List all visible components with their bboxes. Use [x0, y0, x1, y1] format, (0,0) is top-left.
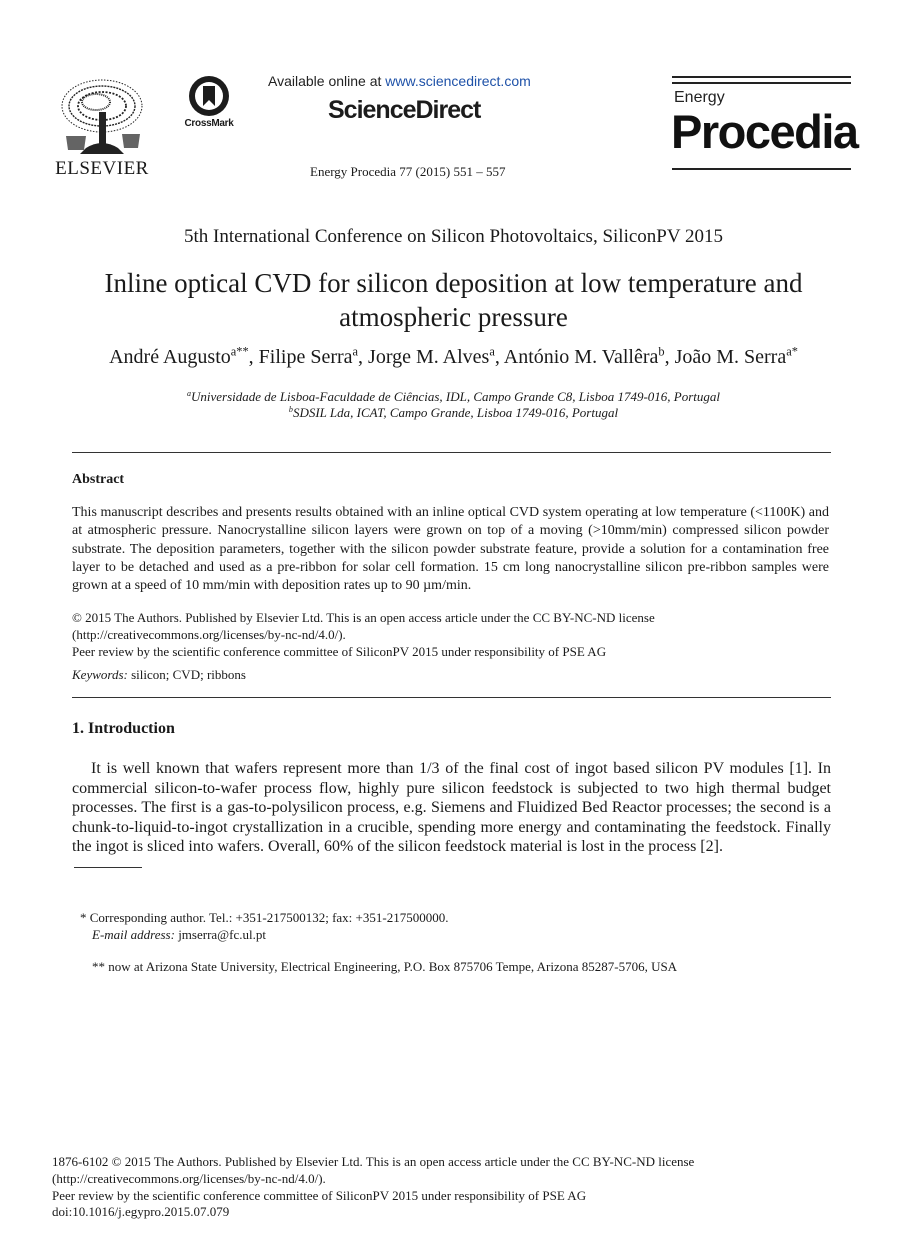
keywords-label: Keywords: [72, 667, 128, 682]
abstract-bottom-rule [72, 697, 831, 698]
peer-review-line: Peer review by the scientific conference committee of SiliconPV 2015 under responsibility of PSE AG [72, 644, 607, 659]
author-affiliation-mark: a* [786, 344, 798, 359]
doi[interactable]: doi:10.1016/j.egypro.2015.07.079 [52, 1204, 230, 1219]
email-address[interactable]: jmserra@fc.ul.pt [174, 927, 266, 942]
elsevier-logo [52, 76, 152, 180]
sciencedirect-title: ScienceDirect [328, 96, 481, 124]
license-link[interactable]: (http://creativecommons.org/licenses/by-nc-nd/4.0/). [72, 627, 346, 642]
crossmark-label: CrossMark [184, 118, 234, 129]
bottom-peer-review: Peer review by the scientific conference committee of SiliconPV 2015 under responsibility of PSE AG [52, 1188, 587, 1203]
affiliation-a: $^a$Universidade de Lisboa-Faculdade de Ciências, IDL, Campo Grande C8, Lisboa 1749-016, Portugal [186, 389, 721, 404]
crossmark-icon [187, 74, 231, 118]
author: António M. Vallêra [503, 346, 659, 368]
intro-paragraph: It is well known that wafers represent more than 1/3 of the final cost of ingot based silicon PV modules [1]. In commercial silicon-to-wafer process flow, highly pure silicon feedstock is subjected to two high thermal budget processes. The first is a gas-to-polysilicon process, e.g. Siemens and Fluidized Bed Reactor processes; the second is a chunk-to-liquid-to-ingot crystallization in a crucible, spending more energy and contaminating the feedstock. Finally the ingot is sliced into wafers. Overall, 60% of the silicon feedstock material is lost in the process [2]. [72, 760, 831, 856]
author-affiliation-mark: b [658, 344, 665, 359]
abstract-text: This manuscript describes and presents results obtained with an inline optical CVD system operating at low temperature (<1100K) and at atmospheric pressure. Nanocrystalline silicon layers were grown on top of a moving (>10mm/min) compressed silicon powder substrate. The deposition parameters, together with the silicon powder substrate feature, provide a solution for a contamination free layer to be detached and used as a pre-ribbon for solar cell formation. 15 cm long nanocrystalline silicon pre-ribbon samples were grown at a speed of 10 mm/min with deposition rates up to 90 µm/min. [72, 505, 829, 594]
present-address-note: ** now at Arizona State University, Electrical Engineering, P.O. Box 875706 Tempe, Arizona 85287-5706, USA [92, 959, 678, 974]
author-list: André Augusto$^{a**}$, Filipe Serra$^a$, Jorge M. Alves$^a$, António M. Vallêra$^b$, João M. Serra$^{a*}$ [109, 344, 798, 368]
elsevier-wordmark: ELSEVIER [55, 158, 149, 179]
paper-title-line-1: Inline optical CVD for silicon deposition at low temperature and [104, 268, 803, 298]
journal-reference: Energy Procedia 77 (2015) 551 – 557 [310, 164, 506, 179]
section-heading: 1. Introduction [72, 720, 175, 737]
sciencedirect-link[interactable]: www.sciencedirect.com [385, 73, 531, 89]
bottom-license-link[interactable]: (http://creativecommons.org/licenses/by-nc-nd/4.0/). [52, 1171, 326, 1186]
affiliation-b: $^b$SDSIL Lda, ICAT, Campo Grande, Lisboa 1749-016, Portugal [288, 405, 619, 420]
footnote-rule [74, 867, 142, 868]
email-note: E-mail address: jmserra@fc.ul.pt [92, 927, 266, 942]
author: André Augusto [109, 346, 231, 368]
paper-title [0, 266, 907, 334]
energy-label: Energy [674, 89, 725, 106]
author: Filipe Serra [258, 346, 353, 368]
author: Jorge M. Alves [368, 346, 490, 368]
corresponding-author-note: * Corresponding author. Tel.: +351-217500132; fax: +351-217500000. [80, 910, 449, 925]
procedia-bottom-rule [672, 168, 851, 170]
author-affiliation-mark: a [352, 344, 359, 359]
license-line: © 2015 The Authors. Published by Elsevier Ltd. This is an open access article under the CC BY-NC-ND license [72, 610, 655, 625]
crossmark-badge[interactable] [178, 74, 240, 134]
keywords-values: silicon; CVD; ribbons [127, 667, 246, 682]
keywords [72, 667, 246, 683]
available-online: Available online at www.sciencedirect.com [268, 73, 531, 89]
elsevier-tree-icon [56, 76, 148, 156]
paper-title-line-2: atmospheric pressure [339, 302, 568, 332]
author: João M. Serra [674, 346, 787, 368]
abstract-top-rule [72, 452, 831, 453]
abstract-heading: Abstract [72, 472, 125, 487]
procedia-top-rules [672, 76, 851, 86]
author-affiliation-mark: a** [230, 344, 249, 359]
issn-license-line: 1876-6102 © 2015 The Authors. Published by Elsevier Ltd. This is an open access article under the CC BY-NC-ND license [52, 1154, 695, 1169]
author-affiliation-mark: a [489, 344, 495, 359]
conference-name: 5th International Conference on Silicon Photovoltaics, SiliconPV 2015 [184, 226, 723, 247]
procedia-logo: Procedia [671, 105, 858, 158]
